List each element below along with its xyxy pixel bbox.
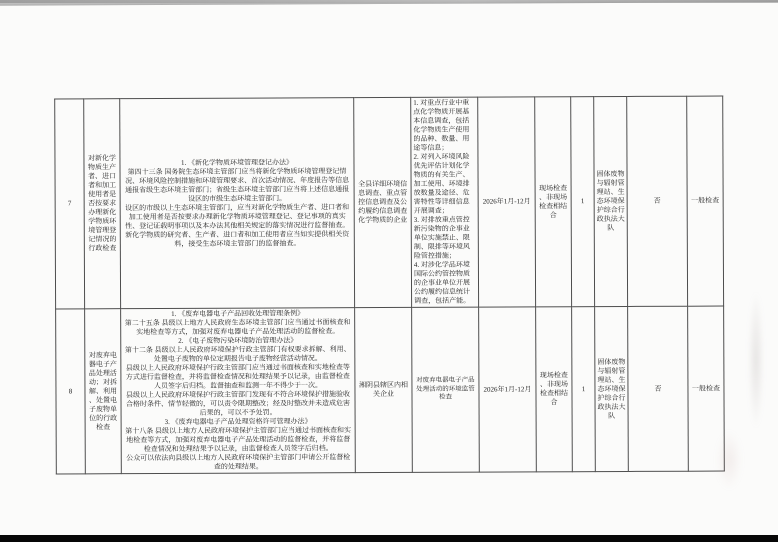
cell-inspection-object: 湘阴县辖区内相关企业: [355, 307, 413, 472]
cell-frequency: 1: [572, 307, 596, 472]
cell-seq-no: 8: [56, 309, 86, 474]
cell-inspection-object: 全县详细环境信息调查、重点管控信息调查及公约履约信息调查化学物质的企业: [354, 97, 412, 307]
cell-inspection-content: 1. 对重点行业中重点化学物质开展基本信息调查，包括化学物质生产使用的品种、数量、用途等信息； 2. 对列入环境风险优先评估计划化学物质的有关生产、加工使用、环境排放数量及途径、危害特性等详细信息开展调查； 3. 对排放重点管控新污染物的企事业单位实施禁止、限制、限排等环境风险管控措施； 4. 对涉化学品环境国际公约管控物质的企事业单位开展公约履约信息统计调查，包括产能。: [411, 97, 479, 307]
scanned-page: [0, 2, 778, 542]
cell-entrusted-flag: 否: [627, 96, 688, 306]
cell-implementing-agency: 固体废物与辐射管理站、生态环境保护综合行政执法大队: [594, 96, 628, 306]
cell-inspection-content: 对废弃电器电子产品处理活动的环境监管检查: [412, 307, 480, 472]
cell-legal-basis: 1. 《新化学物质环境管理登记办法》 第四十三条 国务院生态环境主管部门应当将新化学物质环境管理登记情况、环境风险控制措施和环境管理要求、首次活动情况、年度报告等信息通报省级生态环境主管部门；省级生态环境主管部门应当将上述信息通报设区的市级生态环境主管部门。 设区的市级以上生态环境主管部门，应当对新化学物质生产者、进口者和加工使用者是否按要求办理新化学物质环境管理登记、登记事项的真实性、登记证载明事项以及本办法其他相关规定的落实情况进行监督抽查。 新化学物质的研究者、生产者、进口者和加工使用者应当如实提供相关资料，接受生态环境主管部门的监督抽查。: [120, 98, 355, 309]
scan-edge: [0, 535, 778, 542]
cell-inspection-method: 现场检查、非现场检查相结合: [536, 307, 573, 472]
cell-entrusted-flag: 否: [628, 306, 689, 471]
table-row: [55, 96, 724, 309]
cell-inspection-method: 现场检查、非现场检查相结合: [535, 97, 572, 307]
cell-seq-no: 7: [55, 99, 85, 309]
cell-inspection-category: 一般检查: [688, 306, 725, 471]
cell-frequency: 1: [571, 97, 595, 307]
cell-implementing-agency: 固体废物与辐射管理站、生态环境保护综合行政执法大队: [595, 306, 629, 471]
table-row: [56, 306, 725, 474]
cell-inspection-category: 一般检查: [687, 96, 724, 306]
cell-inspection-item: 对新化学物质生产者、进口者和加工使用者是否按要求办理新化学物质环境管理登记情况的行政检查: [84, 99, 121, 309]
cell-legal-basis: 1. 《废弃电器电子产品回收处理管理条例》 第二十五条 县级以上地方人民政府生态环境主管部门应当通过书面核查和实地检查等方式，加强对废弃电器电子产品处理活动的监督检查。 2. 《电子废物污染环境防治管理办法》 第十二条 县级以上人民政府环境保护行政主管部门有权要求拆解、利用、处置电子废物的单位定期报告电子废物经营活动情况。 县级以上人民政府环境保护行政主管部门应当通过书面核查和实地检查等方式进行监督检查，并将监督检查情况和处理结果予以记录，由监督检查人员签字后归档。监督抽查和监测一年不得少于一次。 县级以上人民政府环境保护行政主管部门发现有不符合环境保护措施验收合格时条件、情节轻微的，可以责令限期整改；经及时整改并未造成危害后果的，可以不予处罚。 3. 《废弃电器电子产品处理资格许可管理办法》 第十八条 县级以上地方人民政府环境保护主管部门应当通过书面核查和实地检查等方式，加强对废弃电器电子产品处理活动的监督检查，并将监督检查情况和处理结果予以记录，由监督检查人员签字后归档。 公众可以依法向县级以上地方人民政府环境保护主管部门申请公开监督检查的处理结果。: [121, 308, 356, 474]
inspection-plan-table: [54, 96, 725, 475]
cell-inspection-time: 2026年1月-12月: [479, 307, 537, 472]
cell-inspection-item: 对废弃电器电子产品处理活动；对拆解、利用、处置电子废物单位的行政检查: [85, 309, 122, 474]
cell-inspection-time: 2026年1月-12月: [478, 97, 536, 307]
